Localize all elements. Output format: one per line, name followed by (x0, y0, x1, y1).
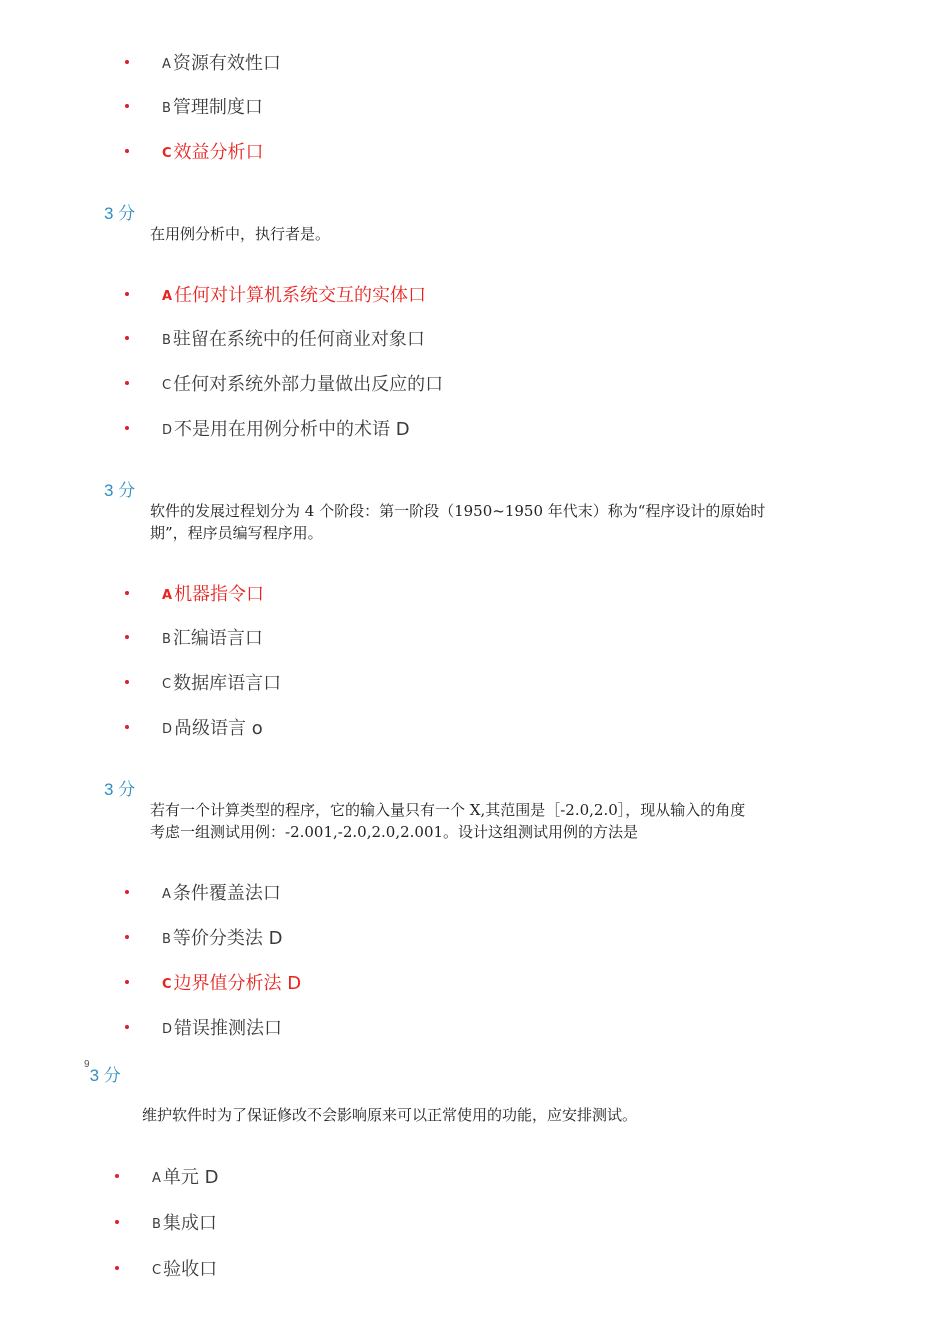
option-d[interactable] (162, 415, 410, 441)
bullet-icon (125, 104, 129, 108)
option-letter: C (162, 145, 172, 161)
option-letter: B (152, 1216, 161, 1232)
question-text (150, 799, 745, 843)
option-letter: A (152, 1170, 161, 1186)
option-text: 验收口 (163, 1259, 218, 1280)
option-text: 条件覆盖法口 (172, 883, 281, 904)
bullet-icon (125, 591, 129, 595)
bullet-icon (125, 1025, 129, 1029)
option-text: 管理制度口 (172, 97, 263, 118)
bullet-icon (115, 1266, 119, 1270)
option-letter: B (162, 631, 171, 647)
bullet-icon (125, 890, 129, 894)
option-b[interactable] (162, 93, 263, 119)
option-c[interactable] (162, 370, 443, 396)
question-line: 若有一个计算类型的程序，它的输入量只有一个 X,其范围是［-2.0,2.0］，现从输入的角度 (150, 801, 746, 819)
option-letter: A (162, 587, 173, 603)
option-text: 数据库语言口 (173, 673, 282, 694)
bullet-icon (125, 149, 129, 153)
option-b[interactable] (162, 624, 263, 650)
option-letter: B (162, 332, 171, 348)
score-label: 3 分 (104, 481, 136, 500)
question-line: 考虑一组测试用例：-2.001,-2.0,2.0,2.001。设计这组测试用例的方法是 (150, 823, 639, 841)
option-letter: C (162, 377, 172, 393)
question-text (150, 500, 765, 544)
option-text: 机器指令口 (174, 584, 265, 605)
option-text: 任何对系统外部力量做出反应的口 (173, 374, 444, 395)
bullet-icon (125, 426, 129, 430)
option-text: 错误推测法口 (174, 1018, 283, 1039)
bullet-icon (125, 292, 129, 296)
bullet-icon (115, 1174, 119, 1178)
option-text: 汇编语言口 (172, 628, 263, 649)
score-mark: 9 (84, 1059, 90, 1070)
option-text: 不是用在用例分析中的术语 D (174, 419, 410, 440)
option-a-correct[interactable] (162, 281, 426, 307)
option-letter: B (162, 100, 171, 116)
bullet-icon (125, 60, 129, 64)
option-text: 驻留在系统中的任何商业对象口 (172, 329, 425, 350)
option-text: 等价分类法 D (172, 928, 283, 949)
bullet-icon (125, 635, 129, 639)
option-c-correct[interactable] (162, 969, 301, 995)
option-a[interactable] (152, 1163, 219, 1189)
option-text: 资源有效性口 (172, 53, 281, 74)
bullet-icon (125, 725, 129, 729)
option-a-correct[interactable] (162, 580, 264, 606)
question-text: 在用例分析中，执行者是。 (150, 225, 331, 243)
score-label: 3 分 (104, 204, 136, 223)
option-c[interactable] (152, 1255, 217, 1281)
bullet-icon (125, 980, 129, 984)
option-letter: C (162, 676, 172, 692)
option-d[interactable] (162, 714, 263, 740)
option-text: 咼级语言 o (174, 718, 263, 739)
bullet-icon (125, 381, 129, 385)
option-letter: D (162, 1021, 173, 1037)
option-c[interactable] (162, 669, 281, 695)
option-letter: D (162, 422, 173, 438)
option-text: 单元 D (162, 1167, 219, 1188)
score-label: 3 分 (104, 780, 136, 799)
option-letter: A (162, 886, 171, 902)
question-line: 软件的发展过程划分为 4 个阶段：第一阶段（1950~1950 年代末）称为“程序设计的原始时 (150, 502, 766, 520)
option-letter: A (162, 288, 173, 304)
option-text: 集成口 (162, 1213, 217, 1234)
option-c-correct[interactable] (162, 138, 264, 164)
option-text: 效益分析口 (173, 142, 264, 163)
bullet-icon (125, 935, 129, 939)
option-text: 任何对计算机系统交互的实体口 (174, 285, 427, 306)
option-b[interactable] (162, 325, 425, 351)
option-d[interactable] (162, 1014, 282, 1040)
option-letter: C (152, 1262, 162, 1278)
option-a[interactable] (162, 879, 281, 905)
question-text: 维护软件时为了保证修改不会影响原来可以正常使用的功能，应安排测试。 (142, 1106, 638, 1124)
option-b[interactable] (152, 1209, 217, 1235)
score-label (84, 1061, 121, 1086)
bullet-icon (125, 336, 129, 340)
option-b[interactable] (162, 924, 283, 950)
score-value: 3 分 (89, 1066, 121, 1085)
option-letter: A (162, 56, 171, 72)
option-letter: C (162, 976, 172, 992)
option-text: 边界值分析法 D (173, 973, 302, 994)
bullet-icon (125, 680, 129, 684)
option-a[interactable] (162, 49, 281, 75)
question-line: 期”，程序员编写程序用。 (150, 524, 323, 542)
bullet-icon (115, 1220, 119, 1224)
option-letter: B (162, 931, 171, 947)
option-letter: D (162, 721, 173, 737)
